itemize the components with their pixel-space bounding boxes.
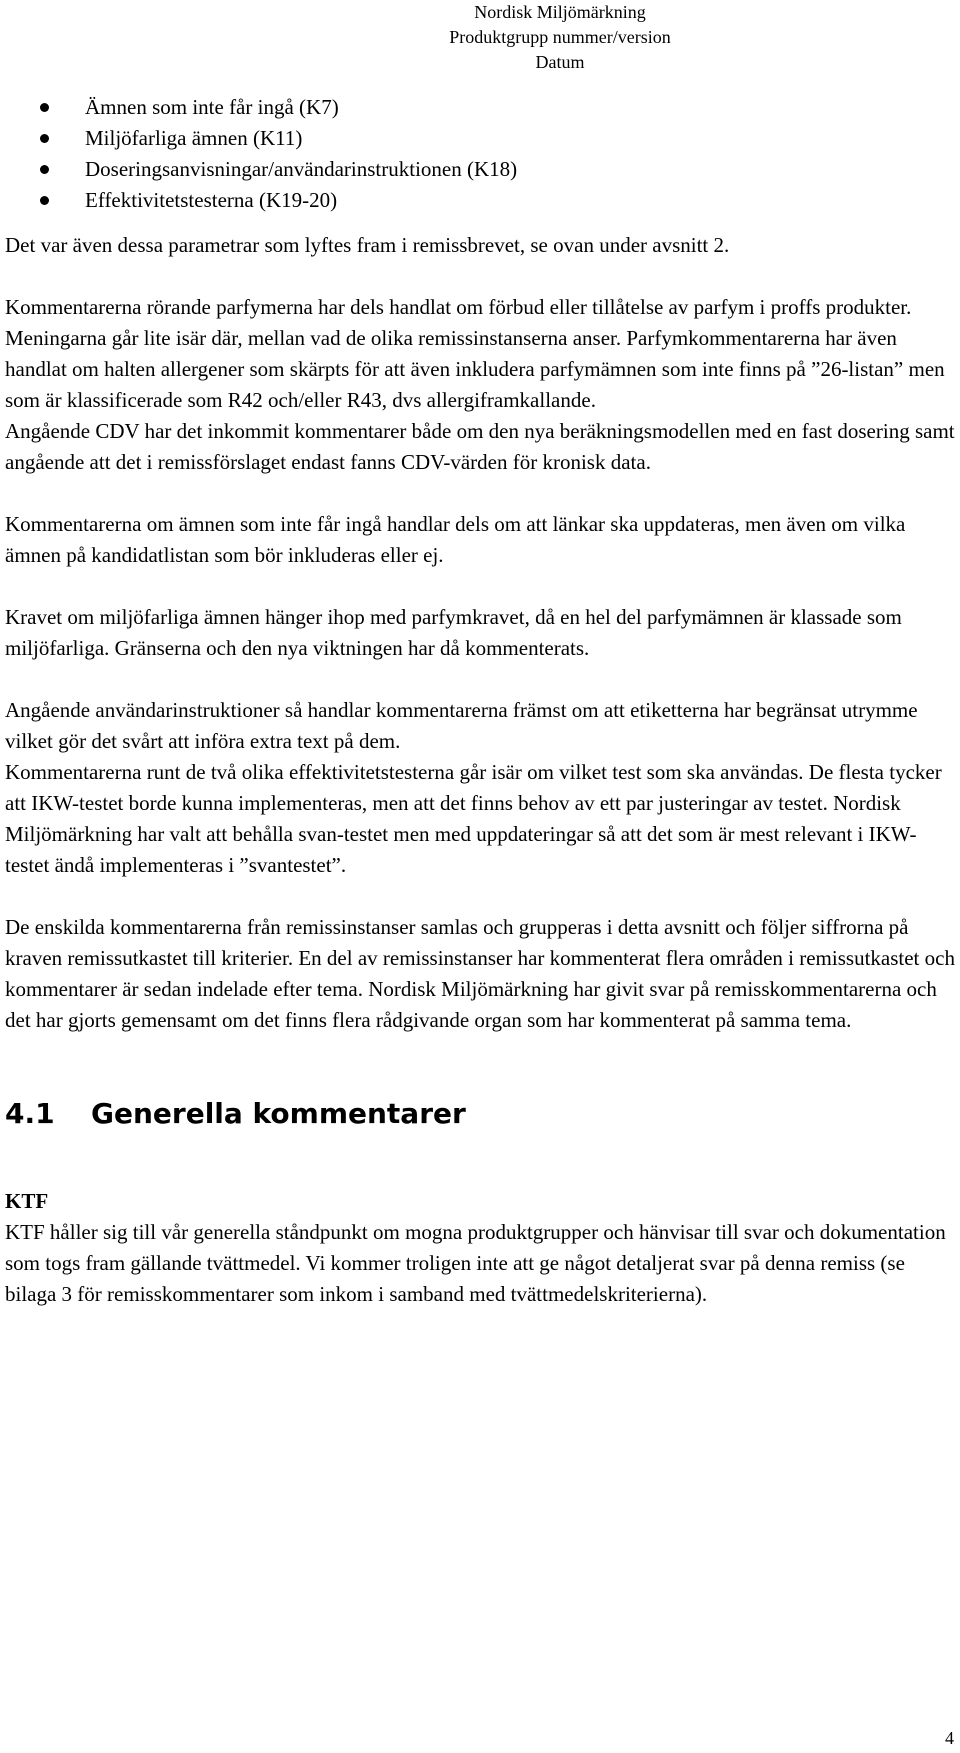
list-item bbox=[5, 123, 955, 154]
bullet-icon bbox=[40, 134, 49, 143]
paragraph: Det var även dessa parametrar som lyftes fram i remissbrevet, se ovan under avsnitt 2. bbox=[5, 233, 730, 257]
bullet-icon bbox=[40, 196, 49, 205]
list-item-text: Ämnen som inte får ingå (K7) bbox=[85, 95, 339, 119]
bullet-icon bbox=[40, 103, 49, 112]
header-product-group: Produktgrupp nummer/version bbox=[449, 27, 671, 47]
paragraph: De enskilda kommentarerna från remissinstanser samlas och grupperas i detta avsnitt och följer siffrorna på kraven remissutkastet till kriterier. En del av remissinstanser har kommenterat flera områden i remissutkastet och kommentarer är sedan indelade efter tema. Nordisk Miljömärkning har givit svar på remisskommentarerna och det har gjorts gemensamt om det finns flera rådgivande organ som har kommenterat på samma tema. bbox=[5, 915, 955, 1032]
section-title: Generella kommentarer bbox=[91, 1097, 466, 1130]
ktf-heading: KTF bbox=[5, 1189, 49, 1213]
page-header bbox=[0, 0, 960, 75]
document-body bbox=[5, 92, 955, 1310]
section-heading bbox=[5, 1094, 955, 1134]
list-item bbox=[5, 154, 955, 185]
list-item bbox=[5, 185, 955, 216]
paragraph: Kravet om miljöfarliga ämnen hänger ihop med parfymkravet, då en hel del parfymämnen är klassade som miljöfarliga. Gränserna och den nya viktningen har då kommenterats. bbox=[5, 605, 902, 660]
header-date: Datum bbox=[535, 52, 585, 72]
ktf-paragraph: KTF håller sig till vår generella ståndpunkt om mogna produktgrupper och hänvisar till svar och dokumentation som togs fram gällande tvättmedel. Vi kommer troligen inte att ge något detaljerat svar på denna remiss (se bilaga 3 för remisskommentarer som inkom i samband med tvättmedelskriterierna). bbox=[5, 1220, 946, 1306]
section-number: 4.1 bbox=[5, 1097, 55, 1130]
paragraph: Kommentarerna om ämnen som inte får ingå handlar dels om att länkar ska uppdateras, men även om vilka ämnen på kandidatlistan som bör inkluderas eller ej. bbox=[5, 512, 906, 567]
paragraph: Angående användarinstruktioner så handlar kommentarerna främst om att etiketterna har begränsat utrymme vilket gör det svårt att införa extra text på dem. bbox=[5, 698, 918, 753]
bullet-icon bbox=[40, 165, 49, 174]
paragraph: Kommentarerna rörande parfymerna har dels handlat om förbud eller tillåtelse av parfym i proffs produkter. Meningarna går lite isär där, mellan vad de olika remissinstanserna anser. Parfymkommentarerna har även handlat om halten allergener som skärpts för att även inkludera parfymämnen som inte finns på ”26-listan” men som är klassificerade som R42 och/eller R43, dvs allergiframkallande. bbox=[5, 295, 945, 412]
header-organization: Nordisk Miljömärkning bbox=[474, 2, 646, 22]
list-item bbox=[5, 92, 955, 123]
paragraph: Angående CDV har det inkommit kommentarer både om den nya beräkningsmodellen med en fast dosering samt angående att det i remissförslaget endast fanns CDV-värden för kronisk data. bbox=[5, 419, 955, 474]
page-number: 4 bbox=[945, 1728, 954, 1748]
paragraph: Kommentarerna runt de två olika effektivitetstesterna går isär om vilket test som ska användas. De flesta tycker att IKW-testet borde kunna implementeras, men att det finns behov av ett par justeringar av testet. Nordisk Miljömärkning har valt att behålla svan-testet men med uppdateringar så att det som är mest relevant i IKW-testet ändå implementeras i ”svantestet”. bbox=[5, 760, 942, 877]
list-item-text: Miljöfarliga ämnen (K11) bbox=[85, 126, 303, 150]
list-item-text: Doseringsanvisningar/användarinstruktionen (K18) bbox=[85, 157, 518, 181]
bullet-list bbox=[5, 92, 955, 216]
list-item-text: Effektivitetstesterna (K19-20) bbox=[85, 188, 338, 212]
